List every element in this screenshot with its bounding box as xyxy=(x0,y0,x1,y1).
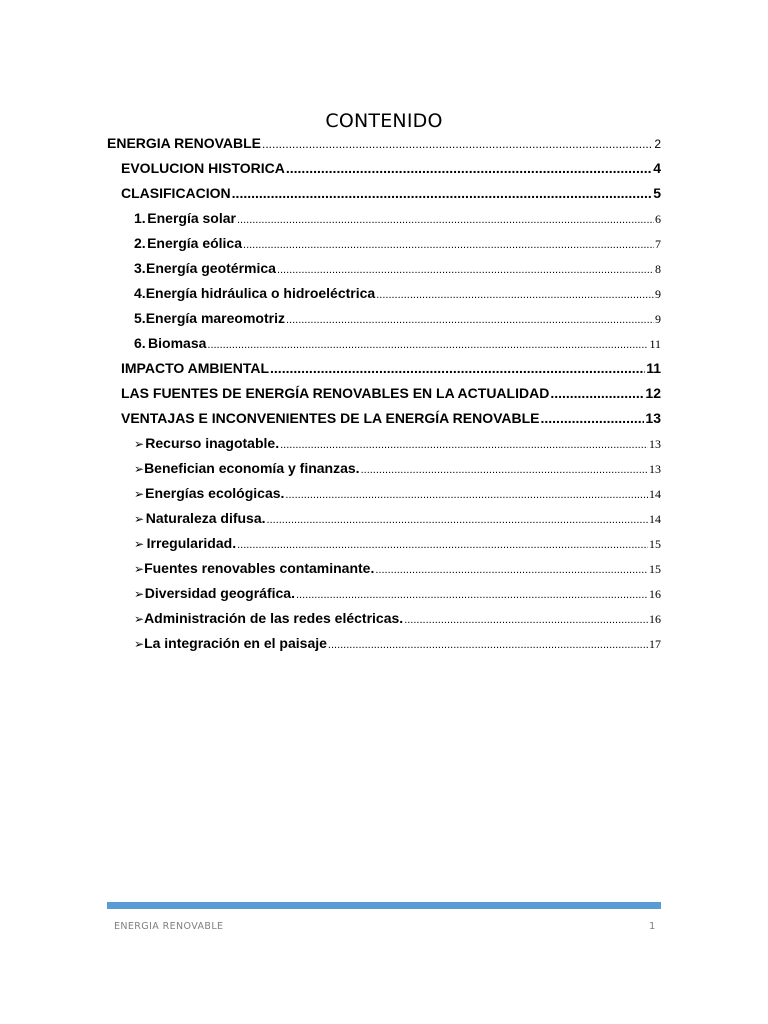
toc-entry-number: 5. xyxy=(134,310,146,326)
toc-entry[interactable] xyxy=(134,283,661,305)
toc-entry-page: 12 xyxy=(645,385,661,401)
toc-entry-title: Administración de las redes eléctricas. xyxy=(144,610,404,626)
arrow-bullet-icon: ➢ xyxy=(134,612,145,626)
arrow-bullet-icon: ➢ xyxy=(134,587,145,601)
toc-dot-leader xyxy=(328,635,648,655)
toc-dot-leader xyxy=(541,408,645,428)
toc-dot-leader xyxy=(243,235,654,255)
toc-dot-leader xyxy=(376,285,654,305)
toc-dot-leader xyxy=(361,460,648,480)
toc-entry-page: 9 xyxy=(655,312,661,326)
toc-entry-number: 4. xyxy=(134,285,146,301)
toc-dot-leader xyxy=(277,260,654,280)
toc-entry-title: EVOLUCION HISTORICA xyxy=(121,160,285,176)
arrow-bullet-icon: ➢ xyxy=(134,462,145,476)
toc-entry-page: 16 xyxy=(649,587,661,601)
toc-entry[interactable] xyxy=(134,533,661,555)
toc-entry-page: 9 xyxy=(655,287,661,301)
toc-entry-title: Energía geotérmica xyxy=(146,260,276,276)
toc-entry[interactable] xyxy=(121,358,661,378)
toc-entry-title: VENTAJAS E INCONVENIENTES DE LA ENERGÍA RENOVABLE xyxy=(121,410,540,426)
toc-entry[interactable] xyxy=(134,458,661,480)
toc-entry-page: 6 xyxy=(655,212,661,226)
toc-entry-title: Fuentes renovables contaminante. xyxy=(144,560,375,576)
toc-entry-title: Irregularidad. xyxy=(146,535,237,551)
arrow-bullet-icon: ➢ xyxy=(134,537,145,551)
toc-entry-page: 5 xyxy=(653,185,661,201)
toc-entry-page: 13 xyxy=(649,437,661,451)
toc-entry[interactable] xyxy=(134,583,661,605)
toc-entry-title: Naturaleza difusa. xyxy=(145,510,266,526)
toc-entry-title: Energías ecológicas. xyxy=(145,485,285,501)
toc-entry-page: 11 xyxy=(649,337,661,351)
toc-entry-title: Energía solar xyxy=(147,210,236,226)
toc-entry-page: 8 xyxy=(655,262,661,276)
toc-dot-leader xyxy=(285,485,648,505)
toc-entry-title: Diversidad geográfica. xyxy=(144,585,295,601)
toc-entry-title: CLASIFICACION xyxy=(121,185,231,201)
toc-entry-title: La integración en el paisaje xyxy=(144,635,327,651)
toc-entry[interactable] xyxy=(121,183,661,203)
footer-page-number: 1 xyxy=(649,921,656,932)
toc-entry-number: 1. xyxy=(134,210,146,226)
toc-entry[interactable] xyxy=(134,208,661,230)
toc-entry-title: IMPACTO AMBIENTAL xyxy=(121,360,270,376)
toc-entry[interactable] xyxy=(134,333,661,355)
toc-entry[interactable] xyxy=(134,233,661,255)
toc-entry[interactable] xyxy=(134,608,661,630)
footer-divider xyxy=(107,902,661,909)
footer-title: ENERGIA RENOVABLE xyxy=(114,921,224,932)
toc-entry-page: 15 xyxy=(649,562,661,576)
toc-entry-number: 3. xyxy=(134,260,146,276)
toc-dot-leader xyxy=(286,158,652,178)
toc-entry[interactable] xyxy=(134,558,661,580)
toc-entry-page: 14 xyxy=(649,487,661,501)
toc-entry-page: 4 xyxy=(653,160,661,176)
toc-dot-leader xyxy=(270,358,645,378)
toc-entry[interactable] xyxy=(121,408,661,428)
arrow-bullet-icon: ➢ xyxy=(134,637,145,651)
arrow-bullet-icon: ➢ xyxy=(134,512,145,526)
arrow-bullet-icon: ➢ xyxy=(134,437,145,451)
toc-entry-page: 16 xyxy=(649,612,661,626)
toc-dot-leader xyxy=(296,585,648,605)
toc-entry-page: 15 xyxy=(649,537,661,551)
toc-entry[interactable] xyxy=(134,483,661,505)
toc-entry-number: 6. xyxy=(134,335,146,351)
toc-entry[interactable] xyxy=(134,633,661,655)
toc-entry[interactable] xyxy=(134,258,661,280)
toc-entry[interactable] xyxy=(134,433,661,455)
toc-dot-leader xyxy=(280,435,648,455)
arrow-bullet-icon: ➢ xyxy=(134,487,145,501)
arrow-bullet-icon: ➢ xyxy=(134,562,145,576)
toc-entry-title: Benefician economía y finanzas. xyxy=(144,460,360,476)
toc-entry[interactable] xyxy=(134,508,661,530)
page-title: CONTENIDO xyxy=(325,110,443,132)
toc-entry-title: Energía hidráulica o hidroeléctrica xyxy=(145,285,376,301)
toc-entry-title: ENERGIA RENOVABLE xyxy=(107,135,262,151)
toc-entry-title: Recurso inagotable. xyxy=(145,435,280,451)
toc-entry-page: 13 xyxy=(649,462,661,476)
toc-entry[interactable] xyxy=(121,383,661,403)
toc-dot-leader xyxy=(550,383,644,403)
toc-dot-leader xyxy=(237,535,648,555)
toc-entry-title: Energía mareomotriz xyxy=(145,310,285,326)
toc-entry-number: 2. xyxy=(134,235,146,251)
toc-dot-leader xyxy=(262,134,653,154)
toc-entry-page: 11 xyxy=(646,360,661,376)
toc-entry-page: 13 xyxy=(645,410,661,426)
toc-dot-leader xyxy=(267,510,648,530)
toc-entry-title: LAS FUENTES DE ENERGÍA RENOVABLES EN LA ACTUALIDAD xyxy=(121,385,550,401)
toc-dot-leader xyxy=(207,335,648,355)
toc-entry-page: 7 xyxy=(655,237,661,251)
toc-entry-page: 17 xyxy=(649,637,661,651)
toc-entry[interactable] xyxy=(107,133,661,154)
toc-dot-leader xyxy=(286,310,654,330)
toc-dot-leader xyxy=(232,183,653,203)
toc-entry[interactable] xyxy=(121,158,661,178)
toc-entry-page: 2 xyxy=(654,137,661,151)
toc-entry[interactable] xyxy=(134,308,661,330)
toc-entry-page: 14 xyxy=(649,512,661,526)
toc-dot-leader xyxy=(375,560,648,580)
toc-entry-title: Energía eólica xyxy=(147,235,243,251)
toc-dot-leader xyxy=(237,210,654,230)
toc-entry-title: Biomasa xyxy=(148,335,207,351)
toc-dot-leader xyxy=(404,610,648,630)
